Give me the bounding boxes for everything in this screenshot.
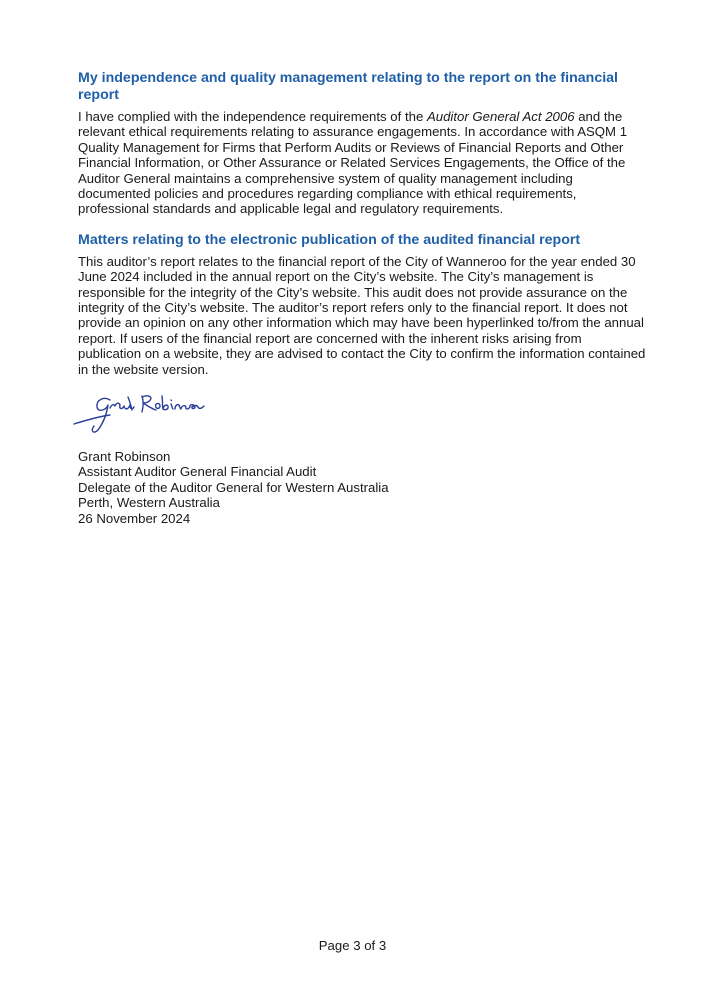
signatory-name: Grant Robinson <box>78 449 171 464</box>
independence-paragraph <box>78 109 648 217</box>
electronic-publication-heading: Matters relating to the electronic publication of the audited financial report <box>78 231 581 248</box>
signature-icon <box>70 388 220 436</box>
electronic-publication-paragraph: This auditor’s report relates to the financial report of the City of Wanneroo for the year ended 30 June 2024 included in the annual report on the City’s website. The City’s management is responsible for the integrity of the City’s website. This audit does not provide assurance on the integrity of the City’s website. The auditor’s report refers only to the financial report. It does not provide an opinion on any other information which may have been hyperlinked to/from the annual report. If users of the financial report are concerned with the inherent risks arising from publication on a website, they are advised to contact the City to confirm the information contained in the website version. <box>78 253 646 377</box>
signatory-location: Perth, Western Australia <box>78 495 220 511</box>
independence-section <box>78 70 648 217</box>
act-title: Auditor General Act 2006 <box>426 109 575 124</box>
page-number: Page 3 of 3 <box>318 938 387 953</box>
signatory-block <box>78 449 389 526</box>
electronic-publication-section <box>78 232 648 377</box>
signatory-date: 26 November 2024 <box>78 510 191 526</box>
independence-text-start: I have complied with the independence requirements of the <box>78 109 427 124</box>
independence-text-end: and the relevant ethical requirements relating to assurance engagements. In accordance with ASQM 1 Quality Management for Firms that Perform Audits or Reviews of Financial Reports and Other Financial Information, or Other Assurance or Related Services Engagements, the Office of the Auditor General maintains a comprehensive system of quality management including documented policies and procedures regarding compliance with ethical requirements, professional standards and applicable legal and regulatory requirements. <box>78 109 628 217</box>
signatory-title: Assistant Auditor General Financial Audit <box>78 464 317 480</box>
independence-heading: My independence and quality management relating to the report on the financial report <box>78 70 618 103</box>
document-body <box>78 70 648 377</box>
signatory-delegation: Delegate of the Auditor General for Western Australia <box>78 479 389 495</box>
